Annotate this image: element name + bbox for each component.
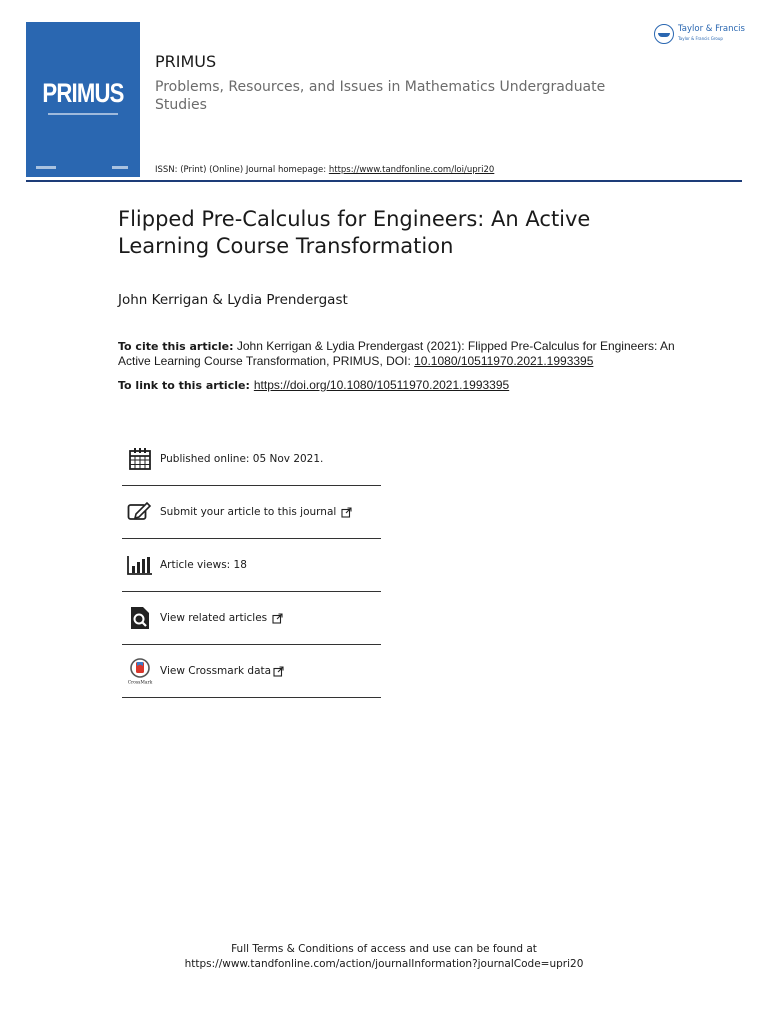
journal-full-name: Problems, Resources, and Issues in Mathematics Undergraduate Studies bbox=[155, 79, 606, 113]
article-views-label: Article views: 18 bbox=[160, 559, 247, 571]
header-divider bbox=[26, 180, 742, 182]
journal-homepage-link[interactable]: https://www.tandfonline.com/loi/upri20 bbox=[328, 165, 495, 175]
publisher-group: Taylor & Francis Group bbox=[678, 36, 723, 41]
crossmark-icon bbox=[126, 657, 154, 685]
journal-cover-image bbox=[26, 22, 140, 177]
link-label: To link to this article: bbox=[118, 379, 250, 392]
journal-name: PRIMUS bbox=[155, 52, 217, 71]
cover-title: PRIMUS bbox=[42, 78, 124, 108]
edit-icon bbox=[126, 498, 154, 526]
article-url-link[interactable]: https://doi.org/10.1080/10511970.2021.1993395 bbox=[253, 378, 510, 392]
related-articles-label: View related articles bbox=[160, 612, 268, 624]
terms-url[interactable]: https://www.tandfonline.com/action/journalInformation?journalCode=upri20 bbox=[184, 958, 584, 970]
citation-block bbox=[118, 339, 678, 369]
article-link-row bbox=[118, 378, 509, 392]
external-link-icon bbox=[272, 609, 283, 628]
bar-chart-icon bbox=[126, 551, 154, 579]
taylor-francis-logo[interactable] bbox=[654, 22, 754, 46]
article-title: Flipped Pre-Calculus for Engineers: An Active Learning Course Transformation bbox=[118, 207, 591, 258]
published-online-label: Published online: 05 Nov 2021. bbox=[160, 452, 324, 465]
article-info-list bbox=[122, 432, 381, 698]
terms-footer bbox=[0, 942, 768, 972]
publisher-name: Taylor & Francis bbox=[678, 24, 745, 34]
cite-label: To cite this article: bbox=[118, 340, 234, 353]
submit-article-item[interactable] bbox=[122, 486, 381, 539]
publisher-logo-text bbox=[678, 25, 745, 43]
crossmark-label: View Crossmark data bbox=[160, 665, 272, 677]
cover-footer-mark bbox=[112, 166, 128, 169]
article-views-item bbox=[122, 539, 381, 592]
cover-subtitle-line bbox=[48, 113, 118, 115]
related-articles-item[interactable] bbox=[122, 592, 381, 645]
external-link-icon bbox=[273, 662, 284, 681]
doi-link[interactable]: 10.1080/10511970.2021.1993395 bbox=[414, 354, 594, 368]
published-online-item bbox=[122, 432, 381, 486]
crossmark-item[interactable] bbox=[122, 645, 381, 698]
issn-label: ISSN: (Print) (Online) Journal homepage: bbox=[155, 165, 329, 175]
article-authors: John Kerrigan & Lydia Prendergast bbox=[118, 292, 348, 308]
search-document-icon bbox=[126, 604, 154, 632]
publisher-logo-icon bbox=[654, 24, 674, 44]
calendar-icon bbox=[126, 445, 154, 473]
submit-article-label: Submit your article to this journal bbox=[160, 506, 337, 518]
terms-line: Full Terms & Conditions of access and use can be found at bbox=[231, 943, 537, 955]
crossmark-caption: CrossMark bbox=[127, 680, 153, 685]
cite-text: John Kerrigan & Lydia Prendergast (2021): Flipped Pre-Calculus for Engineers: An Active Learning Course Transformation, PRIMUS, DOI: bbox=[118, 339, 675, 368]
external-link-icon bbox=[341, 503, 352, 522]
cover-footer-mark bbox=[36, 166, 56, 169]
issn-line bbox=[155, 165, 494, 175]
